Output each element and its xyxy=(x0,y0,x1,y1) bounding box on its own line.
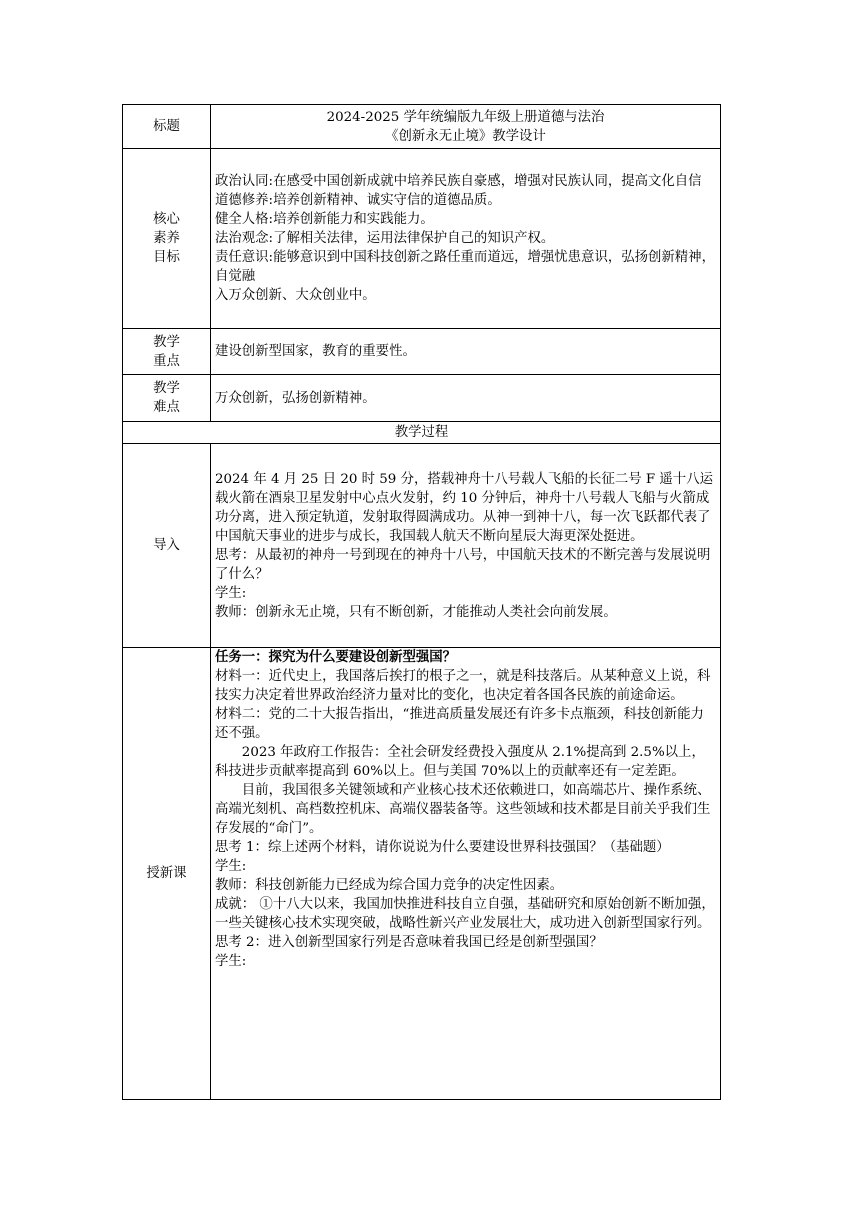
report-2023: 2023 年政府工作报告：全社会研发经费投入强度从 2.1%提高到 2.5%以上，科技进步贡献率提高到 60%以上。但与美国 70%以上的贡献率还有一定差距。 xyxy=(215,745,705,779)
achievement: 成就： ①十八大以来，我国加快推进科技自立自强，基础研究和原始创新不断加强，一些关键核心技术实现突破，战略性新兴产业发展壮大，成功进入创新型国家行列。 xyxy=(215,897,715,931)
new-lesson-content xyxy=(211,648,721,1100)
intro-content xyxy=(211,444,721,648)
intro-paragraph: 学生: xyxy=(215,585,247,601)
think-2: 思考 2：进入创新型国家行列是否意味着我国已经是创新型强国？ xyxy=(215,935,603,950)
core-literacy-label-text: 核心 素养 目标 xyxy=(153,212,180,265)
think-1: 思考 1：综上述两个材料，请你说说为什么要建设世界科技强国？（基础题） xyxy=(215,840,670,855)
student-1: 学生: xyxy=(215,859,247,874)
teaching-focus-label xyxy=(123,329,211,375)
student-2: 学生: xyxy=(215,954,247,969)
current-situation: 目前，我国很多关键领域和产业核心技术还依赖进口，如高端芯片、操作系统、高端光刻机、高档数控机床、高端仪器装备等。这些领域和技术都是目前关乎我们生存发展的“命门”。 xyxy=(215,783,711,836)
core-literacy-row xyxy=(123,149,721,329)
core-item: 政治认同:在感受中国创新成就中培养民族自豪感，增强对民族认同，提高文化自信 xyxy=(215,174,702,189)
title-line-1: 2024-2025 学年统编版九年级上册道德与法治 xyxy=(326,109,605,125)
intro-paragraph: 教师：创新永无止境，只有不断创新，才能推动人类社会向前发展。 xyxy=(215,604,617,620)
teaching-difficulty-row xyxy=(123,375,721,422)
intro-paragraph: 思考：从最初的神舟一号到现在的神舟十八号，中国航天技术的不断完善与发展说明了什么？ xyxy=(215,547,711,582)
teaching-difficulty-text: 万众创新，弘扬创新精神。 xyxy=(211,375,721,422)
teacher-1: 教师：科技创新能力已经成为综合国力竞争的决定性因素。 xyxy=(215,878,564,893)
teaching-focus-row xyxy=(123,329,721,375)
process-header: 教学过程 xyxy=(123,422,721,444)
material-1: 材料一：近代史上，我国落后挨打的根子之一，就是科技落后。从某种意义上说，科技实力决定着世界政治经济力量对比的变化，也决定着各国各民族的前途命运。 xyxy=(215,669,711,703)
core-item: 法治观念:了解相关法律，运用法律保护自己的知识产权。 xyxy=(215,231,555,246)
new-lesson-row xyxy=(123,648,721,1100)
core-literacy-content xyxy=(211,149,721,329)
task-title: 任务一：探究为什么要建设创新型强国？ xyxy=(215,649,457,665)
core-item: 道德修养:培养创新精神、诚实守信的道德品质。 xyxy=(215,193,501,208)
core-item: 健全人格:培养创新能力和实践能力。 xyxy=(215,212,434,227)
core-item: 责任意识:能够意识到中国科技创新之路任重而道远，增强忧患意识，弘扬创新精神，自觉融 xyxy=(215,250,715,284)
new-lesson-label: 授新课 xyxy=(123,648,211,1100)
teaching-difficulty-label xyxy=(123,375,211,422)
teaching-focus-label-text: 教学 重点 xyxy=(153,334,180,369)
intro-label: 导入 xyxy=(123,444,211,648)
title-label: 标题 xyxy=(123,105,211,149)
teaching-difficulty-label-text: 教学 难点 xyxy=(153,381,180,415)
core-literacy-label xyxy=(123,149,211,329)
title-row xyxy=(123,105,721,149)
lesson-plan-table xyxy=(122,104,721,1100)
intro-paragraph: 2024 年 4 月 25 日 20 时 59 分，搭载神舟十八号载人飞船的长征二号 F 遥十八运载火箭在酒泉卫星发射中心点火发射，约 10 分钟后，神舟十八号载人飞船与火箭成功分离，进入预定轨道，发射取得圆满成功。从神一到神十八，每一次飞跃都代表了中国航天事业的进步与成长，我国载人航天不断向星辰大海更深处挺进。 xyxy=(215,471,713,544)
title-cell xyxy=(211,105,721,149)
title-line-2: 《创新永无止境》教学设计 xyxy=(385,128,546,144)
teaching-focus-text: 建设创新型国家，教育的重要性。 xyxy=(211,329,721,375)
material-2: 材料二：党的二十大报告指出，“推进高质量发展还有许多卡点瓶颈，科技创新能力还不强。 xyxy=(215,707,704,741)
core-item: 入万众创新、大众创业中。 xyxy=(215,288,376,303)
intro-row xyxy=(123,444,721,648)
process-header-row xyxy=(123,422,721,444)
